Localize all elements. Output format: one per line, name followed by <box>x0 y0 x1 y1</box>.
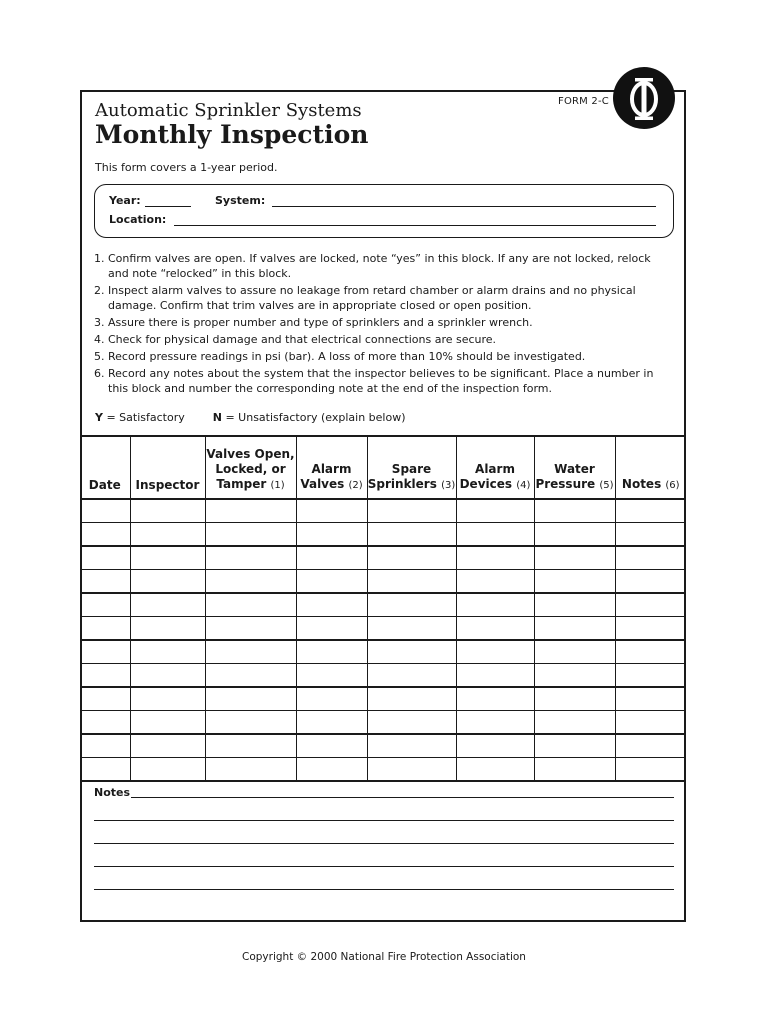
legend-y-key: Y <box>95 411 103 424</box>
table-cell[interactable] <box>615 593 686 617</box>
table-cell[interactable] <box>367 664 456 688</box>
table-cell[interactable] <box>80 734 130 758</box>
instruction-number: 3. <box>94 316 105 329</box>
table-cell[interactable] <box>367 499 456 523</box>
table-row <box>80 593 686 617</box>
table-cell[interactable] <box>456 499 534 523</box>
instruction-item <box>94 315 669 330</box>
instruction-text: Record any notes about the system that the inspector believes to be significant. Place a number in this block and number the corresponding note at the end of the inspection form. <box>108 367 654 395</box>
nfpa-logo-icon <box>613 67 675 129</box>
table-row <box>80 546 686 570</box>
table-cell[interactable] <box>80 687 130 711</box>
table-cell[interactable] <box>205 734 296 758</box>
table-cell[interactable] <box>534 546 615 570</box>
legend-y-text: = Satisfactory <box>102 411 185 424</box>
table-row <box>80 758 686 782</box>
table-cell[interactable] <box>615 546 686 570</box>
column-header <box>296 436 367 499</box>
table-cell[interactable] <box>367 570 456 594</box>
instruction-text: Assure there is proper number and type of sprinklers and a sprinkler wrench. <box>108 316 533 329</box>
table-cell[interactable] <box>615 687 686 711</box>
inspection-log-table <box>80 435 686 782</box>
column-header-ref: (3) <box>441 480 456 491</box>
table-cell[interactable] <box>296 546 367 570</box>
table-row <box>80 734 686 758</box>
legend-n-text: = Unsatisfactory (explain below) <box>221 411 406 424</box>
table-cell[interactable] <box>296 617 367 641</box>
column-header <box>367 436 456 499</box>
table-cell[interactable] <box>130 546 205 570</box>
table-cell[interactable] <box>205 499 296 523</box>
column-header-label: Notes <box>621 477 662 491</box>
column-header <box>130 436 205 499</box>
table-cell[interactable] <box>456 593 534 617</box>
table-cell[interactable] <box>130 570 205 594</box>
table-cell[interactable] <box>130 499 205 523</box>
table-cell[interactable] <box>534 687 615 711</box>
table-cell[interactable] <box>205 664 296 688</box>
legend-n-key: N <box>212 411 222 424</box>
table-cell[interactable] <box>205 711 296 735</box>
instruction-number: 5. <box>94 350 105 363</box>
table-cell[interactable] <box>130 523 205 547</box>
column-header <box>205 436 296 499</box>
table-cell[interactable] <box>534 499 615 523</box>
copyright-footer: Copyright © 2000 National Fire Protection Association <box>242 951 526 963</box>
table-cell[interactable] <box>80 523 130 547</box>
table-cell[interactable] <box>80 499 130 523</box>
table-cell[interactable] <box>615 523 686 547</box>
table-cell[interactable] <box>296 570 367 594</box>
table-cell[interactable] <box>615 499 686 523</box>
table-cell[interactable] <box>367 734 456 758</box>
table-row <box>80 523 686 547</box>
table-cell[interactable] <box>615 734 686 758</box>
table-cell[interactable] <box>296 664 367 688</box>
table-cell[interactable] <box>456 640 534 664</box>
column-header <box>80 436 130 499</box>
year-field[interactable] <box>145 206 191 207</box>
table-row <box>80 640 686 664</box>
table-cell[interactable] <box>130 664 205 688</box>
table-cell[interactable] <box>534 711 615 735</box>
column-header-label: Inspector <box>135 478 200 492</box>
column-header-label: Alarm Devices <box>459 462 515 491</box>
info-box <box>94 184 674 238</box>
table-cell[interactable] <box>130 711 205 735</box>
table-row <box>80 570 686 594</box>
table-cell[interactable] <box>205 640 296 664</box>
table-cell[interactable] <box>296 523 367 547</box>
notes-line[interactable] <box>94 843 674 844</box>
table-cell[interactable] <box>80 570 130 594</box>
table-body <box>80 499 686 781</box>
table-cell[interactable] <box>130 758 205 782</box>
table-cell[interactable] <box>456 570 534 594</box>
table-cell[interactable] <box>615 664 686 688</box>
table-cell[interactable] <box>534 523 615 547</box>
table-cell[interactable] <box>80 593 130 617</box>
table-cell[interactable] <box>296 734 367 758</box>
table-cell[interactable] <box>534 570 615 594</box>
column-header-ref: (1) <box>270 480 285 491</box>
table-cell[interactable] <box>205 617 296 641</box>
table-cell[interactable] <box>367 758 456 782</box>
instruction-text: Inspect alarm valves to assure no leakage from retard chamber or alarm drains and no physical damage. Confirm that trim valves are in appropriate closed or open position. <box>108 284 636 312</box>
column-header-label: Valves Open, Locked, or Tamper <box>206 447 295 491</box>
column-header-label: Water Pressure <box>535 462 596 491</box>
table-cell[interactable] <box>205 687 296 711</box>
table-cell[interactable] <box>296 758 367 782</box>
table-row <box>80 687 686 711</box>
table-cell[interactable] <box>456 664 534 688</box>
table-row <box>80 617 686 641</box>
table-cell[interactable] <box>456 546 534 570</box>
instruction-item <box>94 349 669 364</box>
table-cell[interactable] <box>296 711 367 735</box>
table-cell[interactable] <box>534 617 615 641</box>
table-cell[interactable] <box>205 523 296 547</box>
table-cell[interactable] <box>456 687 534 711</box>
table-cell[interactable] <box>367 711 456 735</box>
table-cell[interactable] <box>456 523 534 547</box>
table-cell[interactable] <box>367 687 456 711</box>
rating-legend <box>95 411 406 424</box>
instruction-text: Record pressure readings in psi (bar). A loss of more than 10% should be investigated. <box>108 350 586 363</box>
table-cell[interactable] <box>615 711 686 735</box>
table-cell[interactable] <box>80 617 130 641</box>
table-cell[interactable] <box>534 664 615 688</box>
column-header-label: Alarm Valves <box>300 462 352 491</box>
table-cell[interactable] <box>80 711 130 735</box>
instruction-number: 1. <box>94 252 105 265</box>
table-row <box>80 664 686 688</box>
table-cell[interactable] <box>80 640 130 664</box>
table-cell[interactable] <box>534 640 615 664</box>
table-cell[interactable] <box>130 593 205 617</box>
instruction-item <box>94 366 669 396</box>
column-header-label: Date <box>88 478 121 492</box>
system-label: System: <box>215 194 266 207</box>
column-header-ref: (5) <box>599 480 614 491</box>
instructions-list <box>94 251 669 398</box>
notes-line[interactable] <box>131 797 674 798</box>
table-cell[interactable] <box>296 640 367 664</box>
table-cell[interactable] <box>130 687 205 711</box>
column-header-ref: (2) <box>348 480 363 491</box>
column-header <box>615 436 686 499</box>
table-row <box>80 711 686 735</box>
table-cell[interactable] <box>296 593 367 617</box>
location-field[interactable] <box>174 225 656 226</box>
table-cell[interactable] <box>456 617 534 641</box>
table-cell[interactable] <box>615 758 686 782</box>
location-label: Location: <box>109 213 167 226</box>
notes-line[interactable] <box>94 866 674 867</box>
page-title: Monthly Inspection <box>95 120 369 149</box>
notes-line[interactable] <box>94 820 674 821</box>
instruction-number: 2. <box>94 284 105 297</box>
column-header-ref: (4) <box>516 480 531 491</box>
form-subtitle: Automatic Sprinkler Systems <box>95 100 362 121</box>
table-cell[interactable] <box>615 640 686 664</box>
column-header-ref: (6) <box>665 480 680 491</box>
instruction-item <box>94 251 669 281</box>
instruction-number: 4. <box>94 333 105 346</box>
table-cell[interactable] <box>80 758 130 782</box>
table-header-row <box>80 436 686 499</box>
instruction-item <box>94 283 669 313</box>
year-label: Year: <box>109 194 141 207</box>
table-cell[interactable] <box>615 617 686 641</box>
table-cell[interactable] <box>456 734 534 758</box>
instruction-text: Confirm valves are open. If valves are locked, note “yes” in this block. If any are not locked, relock and note “relocked” in this block. <box>108 252 651 280</box>
table-cell[interactable] <box>205 570 296 594</box>
table-cell[interactable] <box>615 570 686 594</box>
column-header <box>456 436 534 499</box>
table-cell[interactable] <box>205 546 296 570</box>
table-cell[interactable] <box>534 734 615 758</box>
table-cell[interactable] <box>367 546 456 570</box>
form-code: FORM 2-C <box>558 96 609 107</box>
table-cell[interactable] <box>367 593 456 617</box>
table-cell[interactable] <box>296 499 367 523</box>
period-note: This form covers a 1-year period. <box>95 161 278 174</box>
table-cell[interactable] <box>130 617 205 641</box>
instruction-number: 6. <box>94 367 105 380</box>
table-cell[interactable] <box>534 593 615 617</box>
instruction-item <box>94 332 669 347</box>
column-header <box>534 436 615 499</box>
table-cell[interactable] <box>367 523 456 547</box>
table-cell[interactable] <box>367 617 456 641</box>
table-cell[interactable] <box>367 640 456 664</box>
notes-line[interactable] <box>94 889 674 890</box>
instruction-text: Check for physical damage and that electrical connections are secure. <box>108 333 497 346</box>
table-cell[interactable] <box>205 758 296 782</box>
table-cell[interactable] <box>205 593 296 617</box>
table-row <box>80 499 686 523</box>
table-cell[interactable] <box>80 664 130 688</box>
table-cell[interactable] <box>130 640 205 664</box>
system-field[interactable] <box>272 206 656 207</box>
table-cell[interactable] <box>456 711 534 735</box>
table-cell[interactable] <box>534 758 615 782</box>
table-cell[interactable] <box>130 734 205 758</box>
table-cell[interactable] <box>80 546 130 570</box>
table-cell[interactable] <box>296 687 367 711</box>
table-cell[interactable] <box>456 758 534 782</box>
column-header-label: Spare Sprinklers <box>367 462 437 491</box>
notes-label: Notes <box>94 786 131 799</box>
